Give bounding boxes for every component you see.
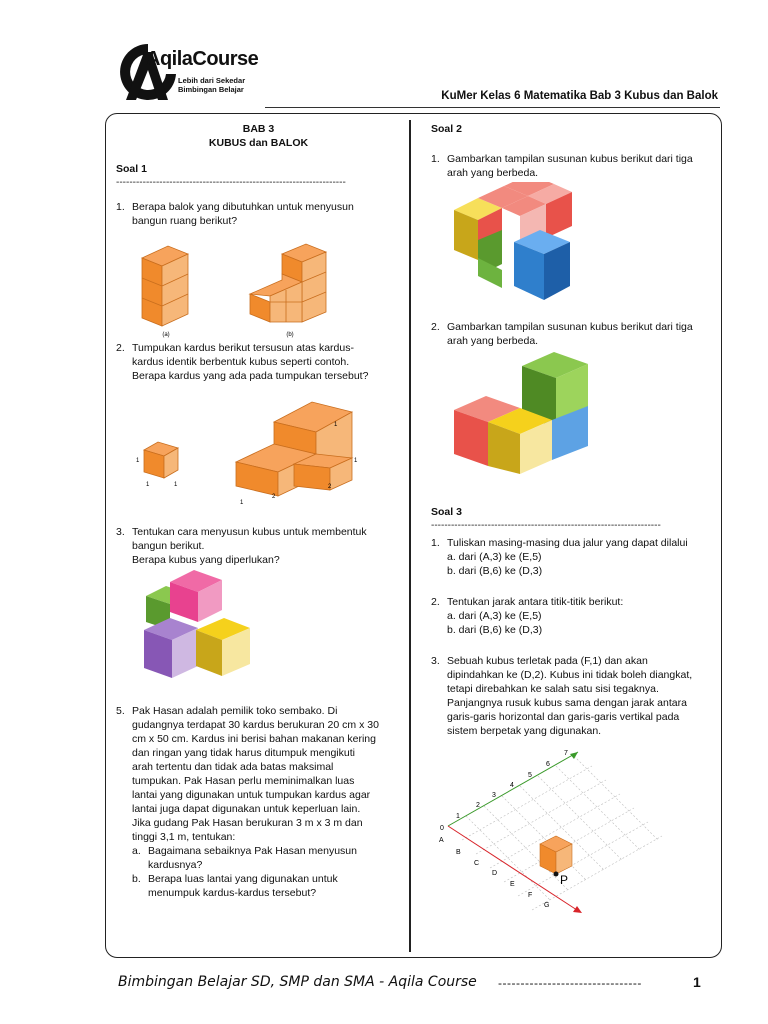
figure-a-label: (a) [162,332,170,338]
grid-letter-label: G [544,902,550,909]
question-text-line: Tentukan jarak antara titik-titik berikut: [447,596,624,608]
question-text-line: arah tertentu dan tidak ada batas maksimal [132,761,334,773]
sub-question-a [132,844,379,872]
q3-colored-cube-figure [140,568,255,686]
question-text-line: lantai yang digunakan untuk tumpukan kardus agar [132,789,371,801]
letter-axis-arrow-icon [573,906,582,913]
chapter-title: KUBUS dan BALOK [208,137,309,149]
question-text-line: arah yang berbeda. [447,335,539,347]
dim-label: 1 [240,500,244,506]
question-2 [116,341,401,385]
soal2-question-2 [431,320,716,350]
sub-question-b [132,872,379,900]
soal3-question-1 [431,536,716,580]
question-text-line: b. dari (B,6) ke (D,3) [447,624,543,636]
number-axis-arrow-icon [570,752,578,759]
grid-letter-label: D [492,870,498,877]
grid-cube [540,836,572,874]
question-text-line: Tuliskan masing-masing dua jalur yang dapat dilalui [447,537,688,549]
soal3-question-2 [431,595,716,639]
grid-number-label: 5 [528,772,532,779]
sub-question-label: a. [132,845,141,857]
sub-question-label: b. [132,873,141,885]
dim-label: 2 [272,494,276,500]
grid-letter-label: C [474,860,480,867]
question-text-line: a. dari (A,3) ke (E,5) [447,610,542,622]
question-text-line: sistem berpetak yang digunakan. [447,725,602,737]
soal1-rule: --------------------------------------------------------------------- [116,177,346,188]
question-number: 1. [431,537,440,549]
question-text-line: bangun berikut. [132,540,205,552]
question-text-line: kardusnya? [148,859,203,871]
soal2-cube-arrangement-2 [452,350,592,476]
question-number: 2. [431,321,440,333]
grid-number-label: 1 [456,813,460,820]
figure-a-stack [142,246,188,326]
question-text-line: Berapa kardus yang ada pada tumpukan tersebut? [132,370,369,382]
question-text-line: arah yang berbeda. [447,167,539,179]
number-axis [448,752,578,826]
question-text-line: tumpukan. Pak Hasan perlu meminimalkan luas [132,775,355,787]
soal2-cube-arrangement-1 [452,182,574,302]
grid-letter-label: B [456,849,461,856]
grid-number-label: 3 [492,792,496,799]
soal3-heading: Soal 3 [431,506,462,518]
left-column [116,122,401,190]
question-text-line: tetapi direbahkan ke salah satu sisi tegaknya. [447,683,659,695]
grid-number-label: 0 [440,825,444,832]
q1-block-figure [130,236,340,342]
question-3 [116,525,401,569]
question-text-line: garis-garis horizontal dan garis-garis vertikal pada [447,711,680,723]
box-stack [236,402,352,496]
question-text-line: Panjangnya rusuk kubus sama dengan jarak antara [447,697,687,709]
grid-number-label: 7 [564,750,568,757]
dim-label: 1 [146,482,150,488]
soal3-question-3 [431,654,716,740]
grid-letter-label: F [528,892,533,899]
point-p-label: P [560,873,569,887]
dim-label: 1 [136,458,140,464]
page-number: 1 [693,974,701,990]
question-text-line: dipindahkan ke (D,2). Kubus ini tidak boleh diangkat, [447,669,693,681]
question-text-line: Sebuah kubus terletak pada (F,1) dan akan [447,655,648,667]
question-number: 3. [116,526,125,538]
isometric-grid-figure [432,744,704,920]
logo-tagline: Lebih dari Sekedar Bimbingan Belajar [178,76,246,94]
question-text-line: lantai juga dapat digunakan untuk keperluan lain. [132,803,361,815]
header-rule [265,107,720,108]
soal2-heading: Soal 2 [431,123,462,135]
question-text-line: Bagaimana sebaiknya Pak Hasan menyusun [148,845,357,857]
q2-box-stack-figure [130,398,370,508]
grid-number-label: 6 [546,761,550,768]
question-text-line: tinggi 3,1 m, tentukan: [132,831,236,843]
dim-label: 1 [174,482,178,488]
question-number: 3. [431,655,440,667]
question-text-line: menumpuk kardus-kardus tersebut? [148,887,317,899]
question-text-line: Tentukan cara menyusun kubus untuk membentuk [132,526,367,538]
question-text-line: Berapa kubus yang diperlukan? [132,554,280,566]
question-text-line: dan ringan yang tidak harus ditumpuk mengikuti [132,747,355,759]
aqila-course-logo [118,40,268,104]
point-p-marker [554,872,559,877]
question-text-line: Gambarkan tampilan susunan kubus berikut dari tiga [447,321,693,333]
logo-brand-name: AqilaCourse [146,48,259,70]
question-number: 2. [431,596,440,608]
question-text-line: b. dari (B,6) ke (D,3) [447,565,543,577]
question-text-line: Tumpukan kardus berikut tersusun atas kardus- [132,342,354,354]
question-number: 5. [116,705,125,717]
soal2-question-1 [431,152,716,182]
question-5 [116,704,401,914]
question-text-line: kardus identik berbentuk kubus seperti contoh. [132,356,350,368]
question-number: 1. [431,153,440,165]
question-text-line: a. dari (A,3) ke (E,5) [447,551,542,563]
dim-label: 1 [354,458,358,464]
footer-brand-text: Bimbingan Belajar SD, SMP dan SMA - Aqila Course [118,974,477,990]
grid-number-label: 4 [510,782,514,789]
figure-b-label: (b) [286,332,294,338]
question-text-line: Berapa luas lantai yang digunakan untuk [148,873,338,885]
question-text-line: Jika gudang Pak Hasan berukuran 3 m x 3 m dan [132,817,363,829]
question-text-line: Pak Hasan adalah pemilik toko sembako. Di [132,705,338,717]
figure-b-shape [250,244,326,322]
example-cube [144,442,178,478]
question-text-line: Gambarkan tampilan susunan kubus berikut dari tiga [447,153,693,165]
footer-rule: -------------------------------- [498,976,642,990]
dim-label: 2 [328,484,332,490]
grid-letter-label: A [439,837,444,844]
question-text-line: gudangnya terdapat 30 kardus berukuran 20 cm x 30 [132,719,379,731]
soal3-rule: --------------------------------------------------------------------- [431,520,661,531]
column-divider [409,120,411,952]
question-1 [116,200,401,230]
question-number: 1. [116,201,125,213]
grid-letter-label: E [510,881,515,888]
grid-lines [448,752,662,910]
dim-label: 1 [334,422,338,428]
grid-number-label: 2 [476,802,480,809]
question-number: 2. [116,342,125,354]
question-text-line: cm x 50 cm. Kardus ini berisi bahan makanan kering [132,733,376,745]
page-header-title: KuMer Kelas 6 Matematika Bab 3 Kubus dan Balok [441,90,718,102]
chapter-number: BAB 3 [242,123,275,135]
soal1-heading: Soal 1 [116,163,147,175]
question-text-line: bangun ruang berikut? [132,215,238,227]
question-text-line: Berapa balok yang dibutuhkan untuk menyusun [132,201,354,213]
